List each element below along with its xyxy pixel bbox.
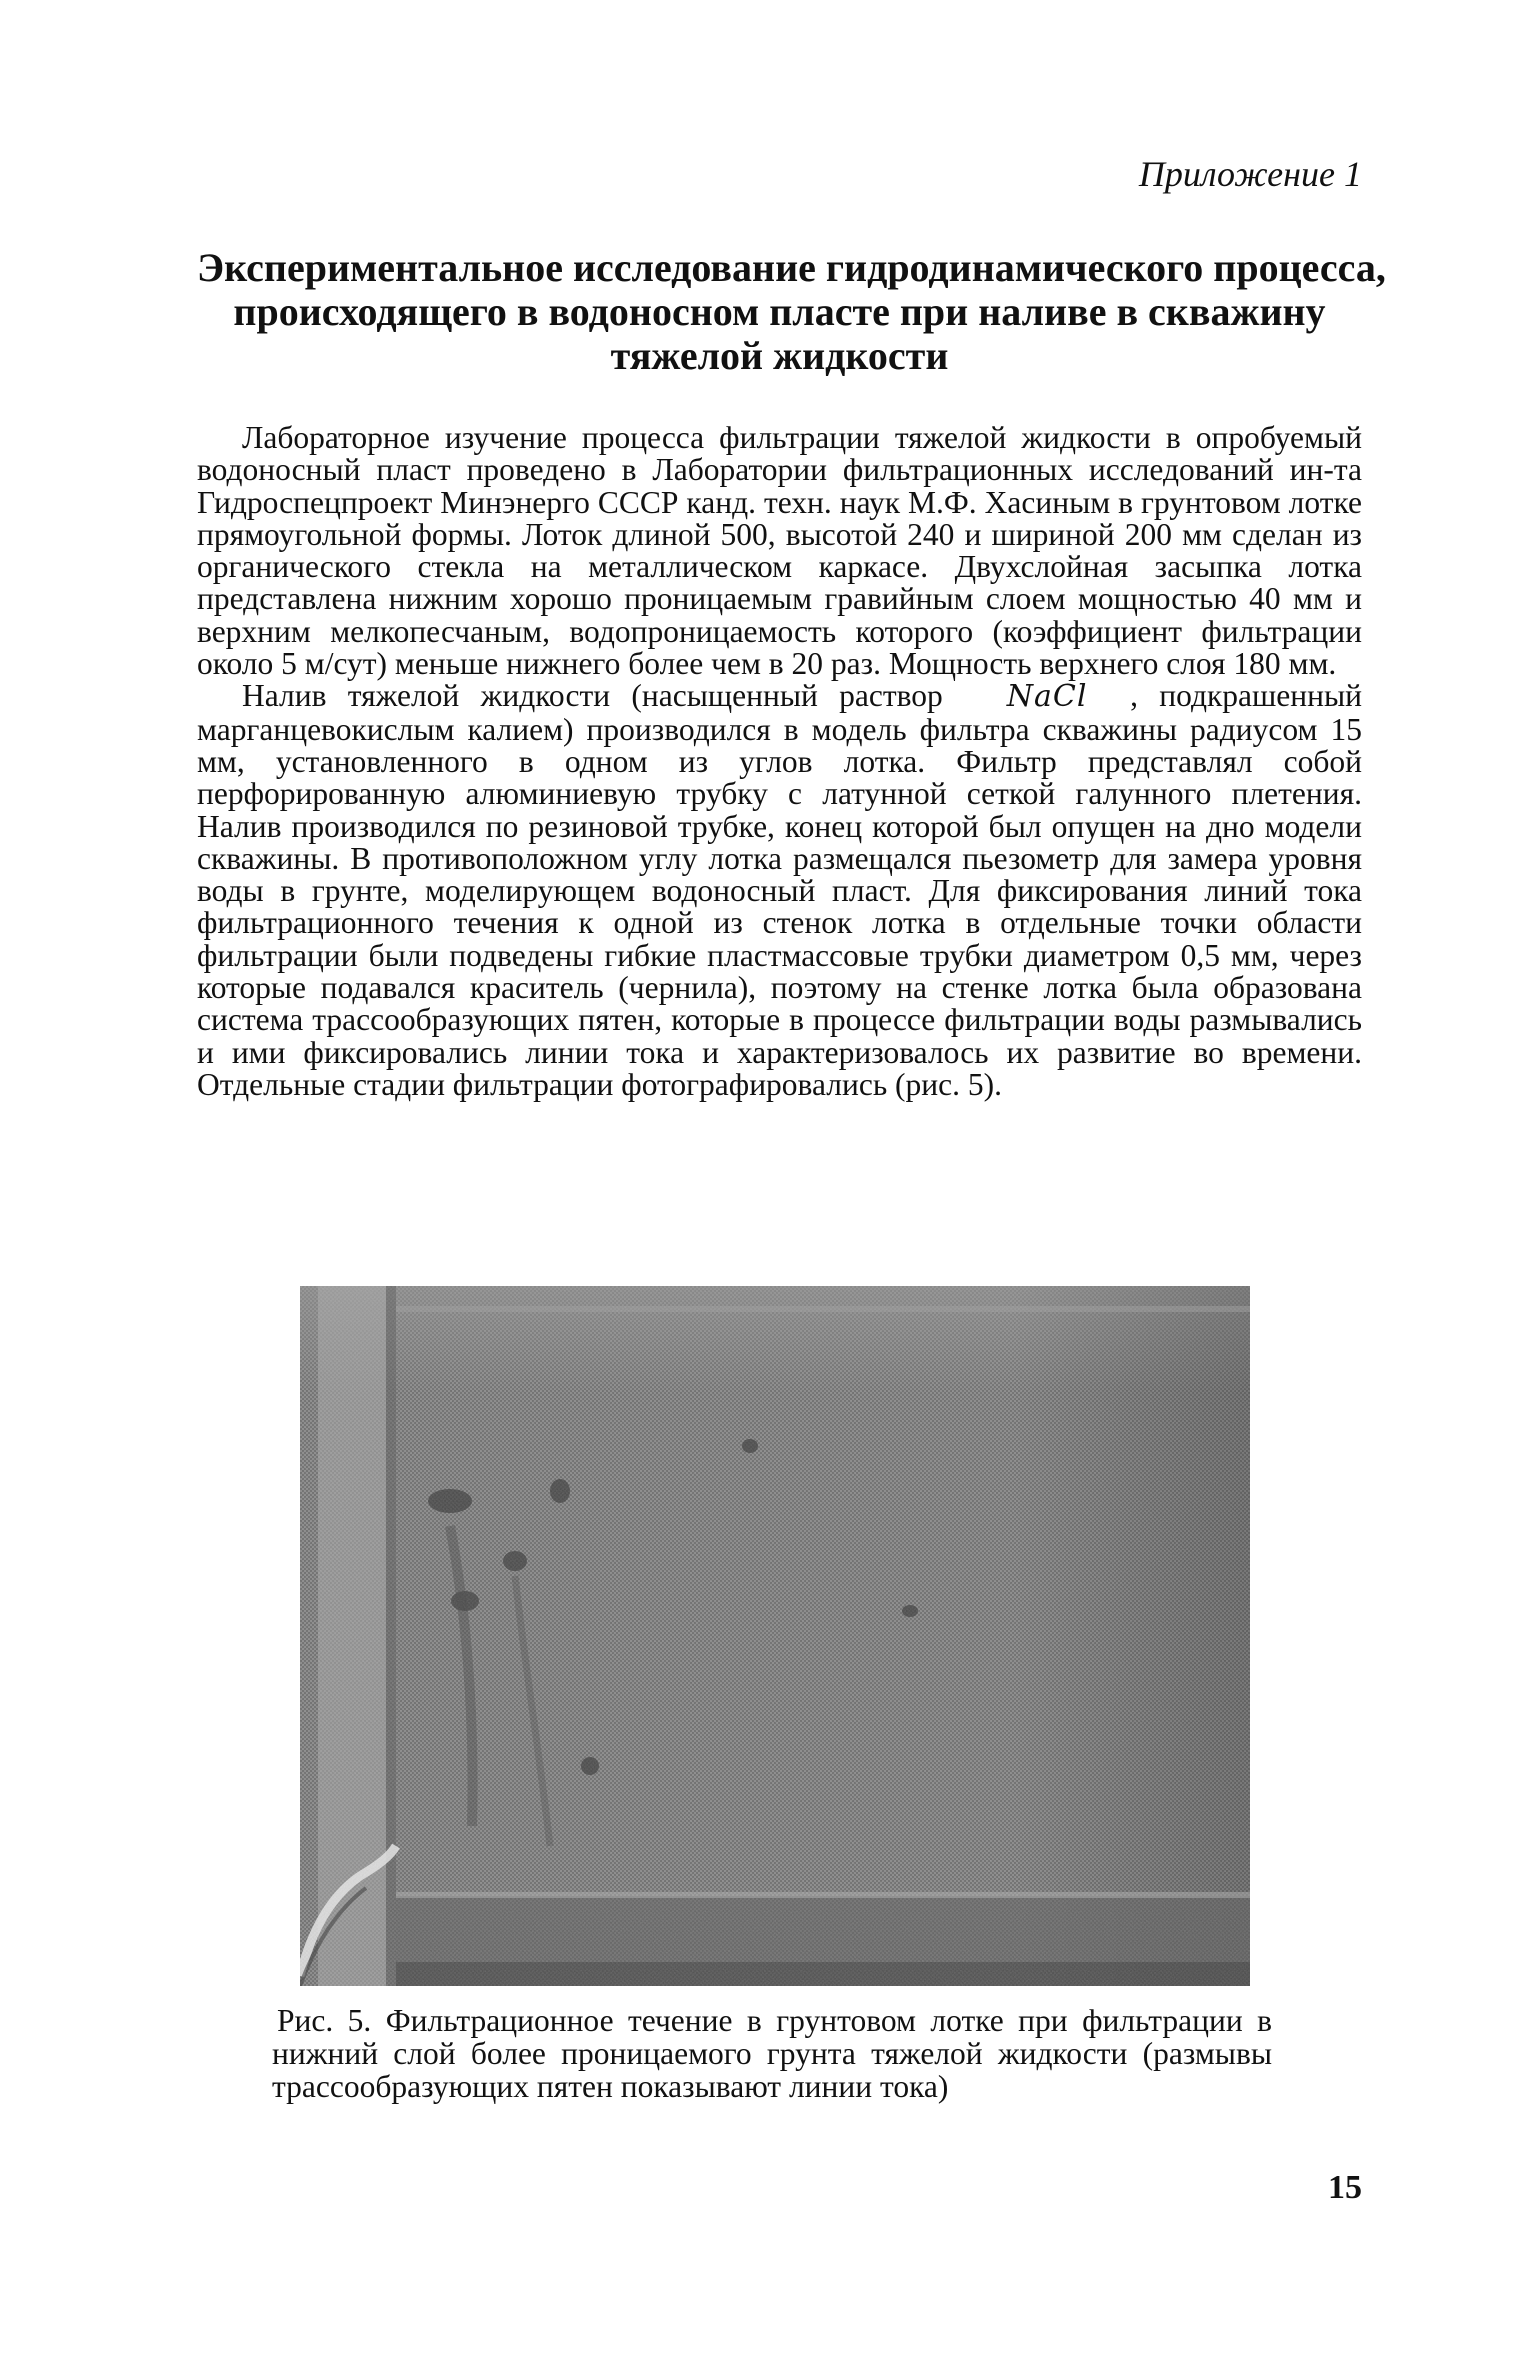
section-title — [197, 245, 1386, 378]
paragraph-2-start: Налив тяжелой жидкости (насыщенный раствор — [242, 678, 943, 714]
chemical-formula: NaCl — [1006, 679, 1088, 715]
paragraph-2 — [197, 680, 1362, 1101]
paragraph-2-rest: , подкрашенный марганцевокислым калием) производился в модель фильтра скважины радиусом 15 мм, установленного в одном из углов лотка. Фильтр представлял собой перфорированную алюминиевую трубку с латунной сеткой галунного плетения. Налив производился по резиновой трубке, конец которой был опущен на дно модели скважины. В противоположном углу лотка размещался пьезометр для замера уровня воды в грунте, моделирующем водоносный пласт. Для фиксирования линий тока фильтрационного течения к одной из стенок лотка в отдельные точки области фильтрации были подведены гибкие пластмассовые трубки диаметром 0,5 мм, через которые подавался краситель (чернила), поэтому на стенке лотка была образована система трассообразующих пятен, которые в процессе фильтрации воды размывались и ими фиксировались линии тока и характеризовалось их развитие во времени. Отдельные стадии фильтрации фотографировались (рис. 5). — [197, 678, 1363, 1102]
paragraph-1: Лабораторное изучение процесса фильтрации тяжелой жидкости в опробуемый водоносный пласт проведено в Лаборатории фильтрационных исследований ин-та Гидроспецпроект Минэнерго СССР канд. техн. наук М.Ф. Хасиным в грунтовом лотке прямоугольной формы. Лоток длиной 500, высотой 240 и шириной 200 мм сделан из органического стекла на металлическом каркасе. Двухслойная засыпка лотка представлена нижним хорошо проницаемым гравийным слоем мощностью 40 мм и верхним мелкопесчаным, водопроницаемость которого (коэффициент фильтрации около 5 м/сут) меньше нижнего более чем в 20 раз. Мощность верхнего слоя 180 мм. — [197, 420, 1362, 682]
page-number: 15 — [1328, 2169, 1362, 2206]
figure-caption: Рис. 5. Фильтрационное течение в грунтовом лотке при фильтрации в нижний слой более проницаемого грунта тяжелой жидкости (размывы трассообразующих пятен показывают линии тока) — [272, 2003, 1272, 2104]
title-line-3: тяжелой жидкости — [610, 333, 949, 378]
body-text — [197, 422, 1362, 1101]
figure-5-photo — [300, 1286, 1250, 1986]
title-line-1: Экспериментальное исследование гидродинамического процесса, — [197, 245, 1386, 290]
title-line-2: происходящего в водоносном пласте при наливе в скважину — [233, 289, 1326, 334]
appendix-label: Приложение 1 — [1138, 154, 1362, 194]
